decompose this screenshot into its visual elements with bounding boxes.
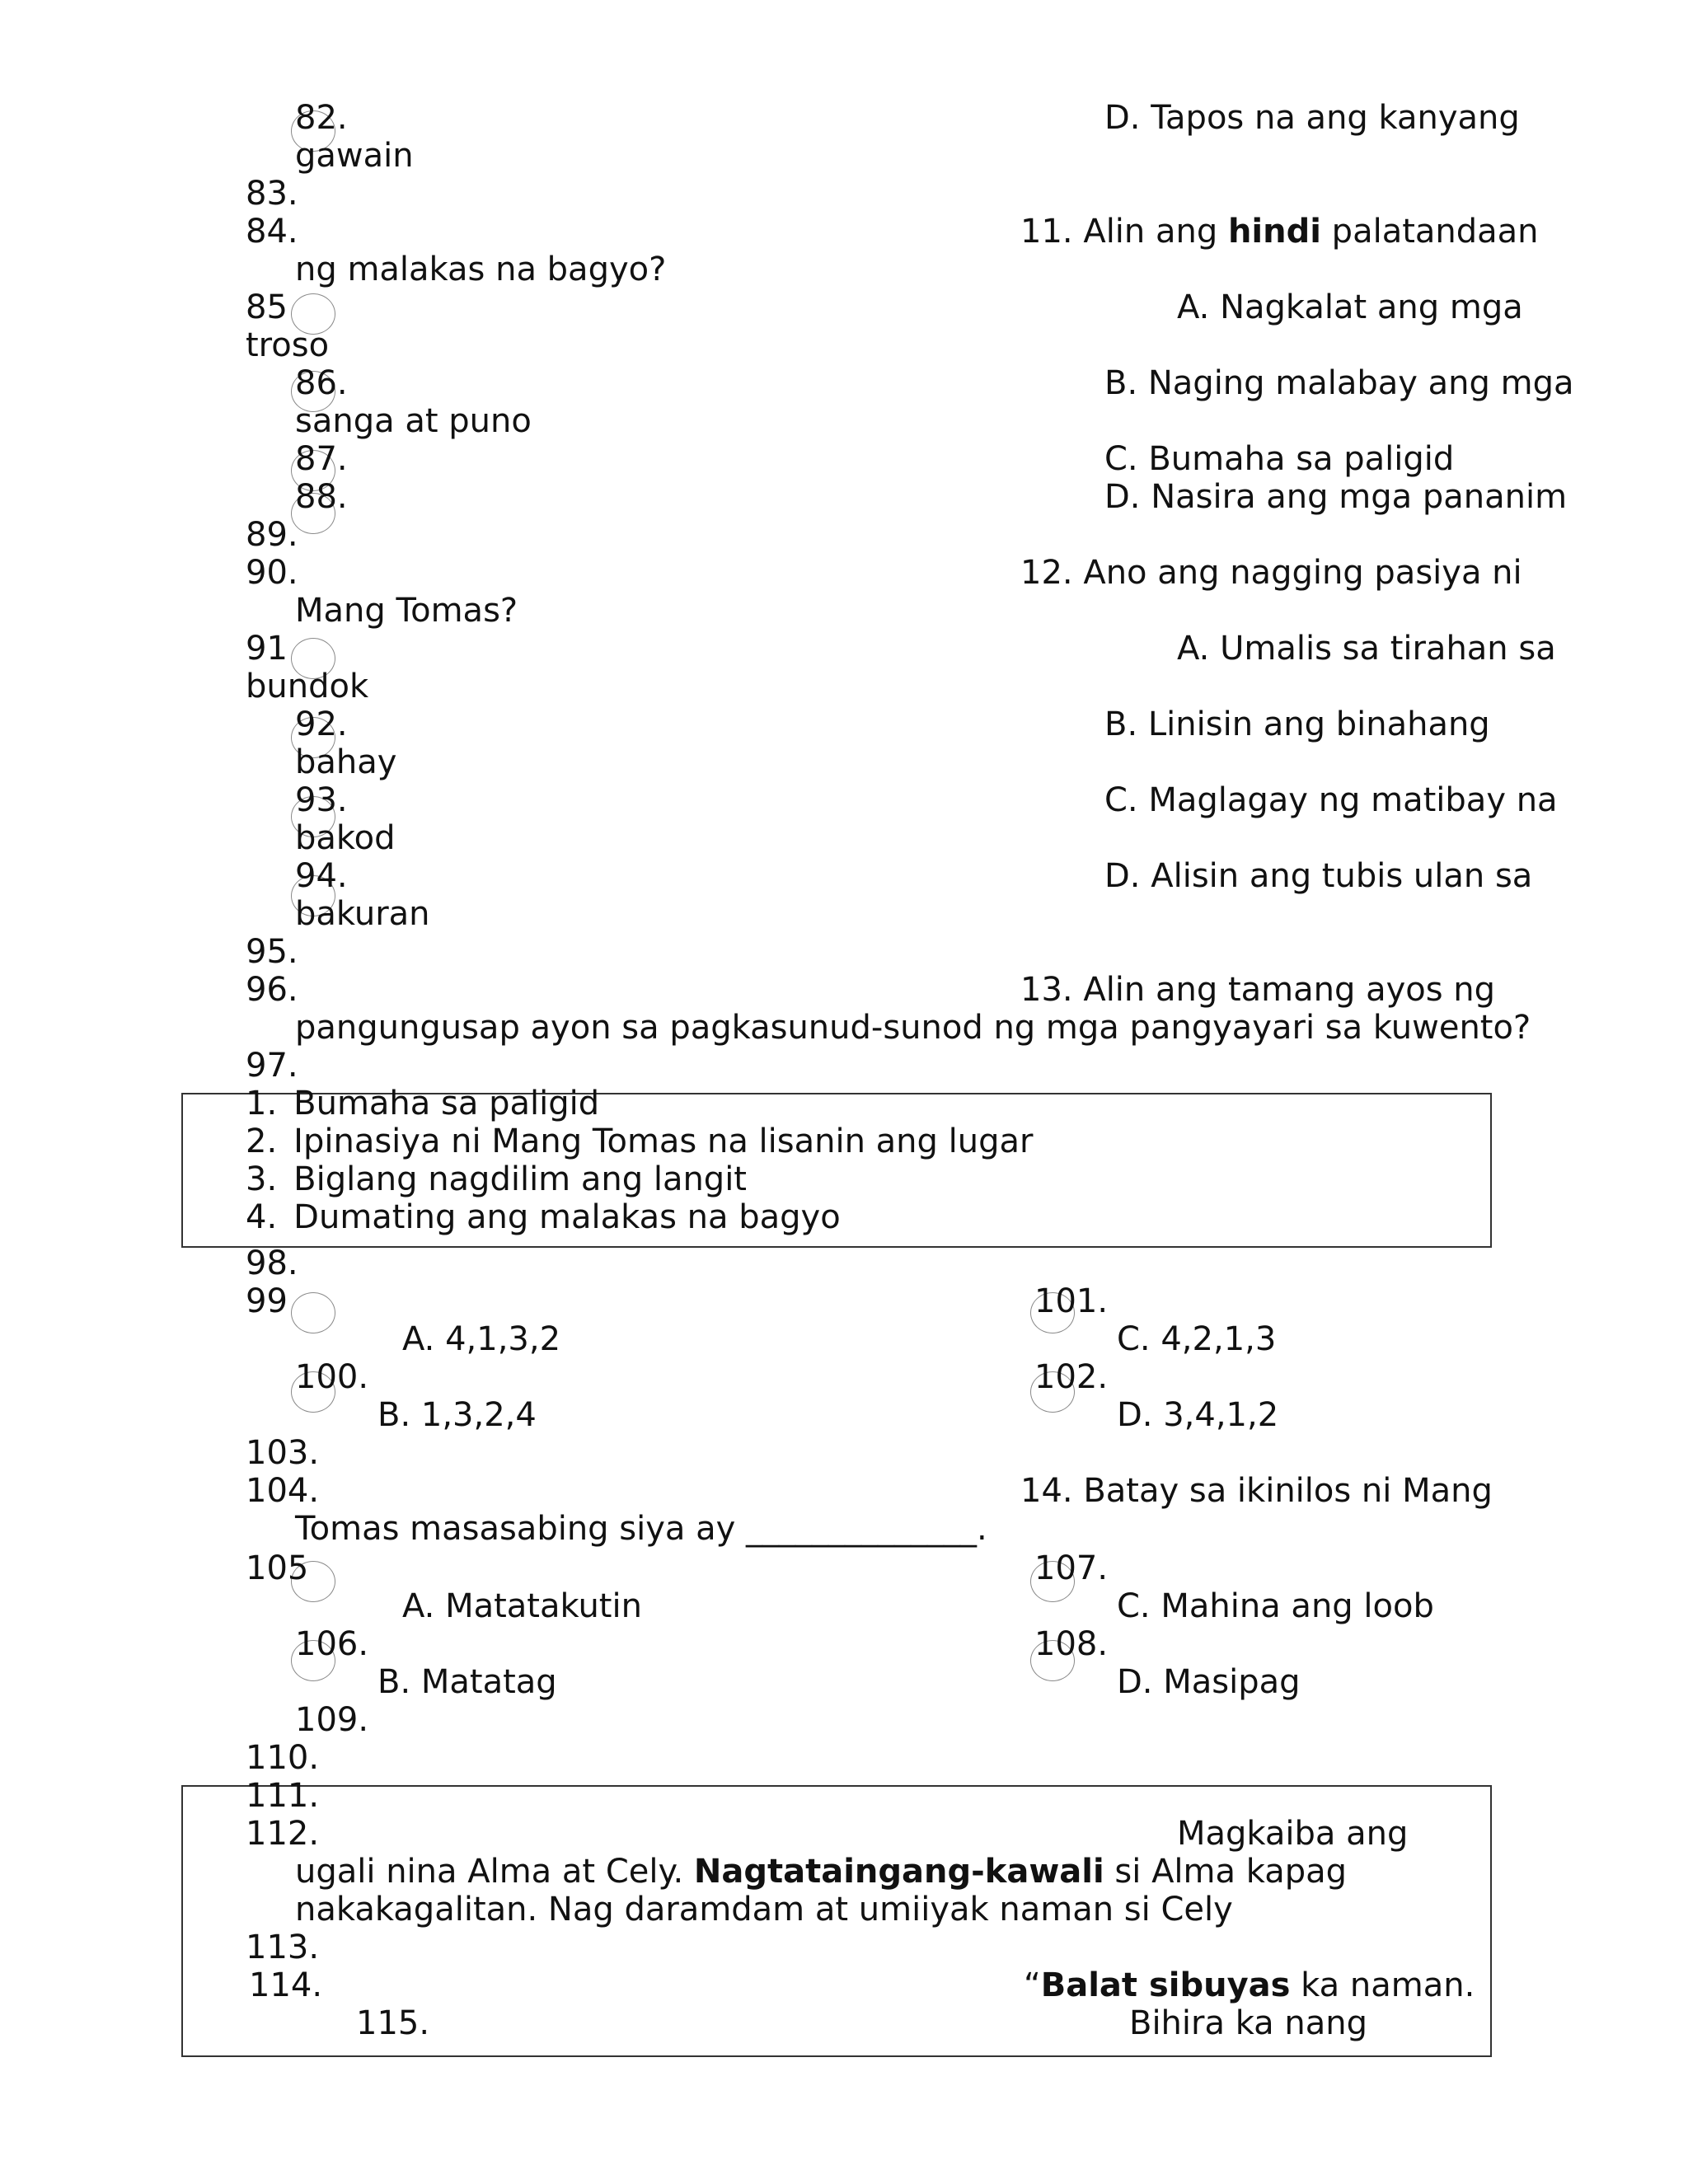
line-number: 106.: [295, 1625, 369, 1663]
line-number: 115.: [356, 2004, 430, 2042]
line-number: 90.: [246, 554, 298, 592]
sequence-item: 2. Ipinasiya ni Mang Tomas na lisanin ang lugar: [246, 1122, 1034, 1160]
question-11: 11. Alin ang hindi palatandaan: [1020, 213, 1539, 251]
line-number: 107.: [1034, 1549, 1109, 1587]
line-number: 91: [246, 630, 288, 668]
line-number: 83.: [246, 175, 298, 213]
question-continuation: ng malakas na bagyo?: [295, 251, 667, 288]
option-c-text: C. Maglagay ng matibay na: [1104, 781, 1558, 819]
line-number: 89.: [246, 516, 298, 554]
passage-text: Bihira ka nang: [1129, 2004, 1367, 2042]
option-continuation: bundok: [246, 668, 369, 705]
line-number: 103.: [246, 1434, 320, 1472]
line-number: 105: [246, 1549, 309, 1587]
line-number: 96.: [246, 971, 298, 1009]
option-b-text: B. Linisin ang binahang: [1104, 705, 1490, 743]
option-continuation: bahay: [295, 743, 397, 781]
line-number: 101.: [1034, 1282, 1109, 1320]
passage-text: nakakagalitan. Nag daramdam at umiiyak naman si Cely: [295, 1891, 1233, 1929]
question-13: 13. Alin ang tamang ayos ng: [1020, 971, 1496, 1009]
option-b-text: B. Matatag: [377, 1663, 557, 1701]
sequence-item: 1. Bumaha sa paligid: [246, 1085, 600, 1122]
sequence-item: 3. Biglang nagdilim ang langit: [246, 1160, 747, 1198]
passage-text: ugali nina Alma at Cely. Nagtataingang-kawali si Alma kapag: [295, 1853, 1348, 1891]
question-continuation: Mang Tomas?: [295, 592, 518, 630]
option-continuation: bakuran: [295, 895, 430, 933]
option-a-text: A. Umalis sa tirahan sa: [1177, 630, 1556, 668]
option-continuation: troso: [246, 326, 330, 364]
option-d-text: D. Nasira ang mga pananim: [1104, 478, 1568, 516]
line-number: 97.: [246, 1047, 298, 1085]
option-b-text: B. Naging malabay ang mga: [1104, 364, 1574, 402]
line-number: 109.: [295, 1701, 369, 1739]
option-a-text: A. 4,1,3,2: [402, 1320, 561, 1358]
line-number: 102.: [1034, 1358, 1109, 1396]
line-number: 111.: [246, 1777, 320, 1815]
line-number: 93.: [295, 781, 348, 819]
option-continuation: bakod: [295, 819, 396, 857]
line-number: 112.: [246, 1815, 320, 1853]
option-a-text: A. Matatakutin: [402, 1587, 642, 1625]
line-number: 100.: [295, 1358, 369, 1396]
option-d-text: D. 3,4,1,2: [1117, 1396, 1279, 1434]
question-12: 12. Ano ang nagging pasiya ni: [1020, 554, 1522, 592]
line-number: 98.: [246, 1244, 298, 1282]
line-number: 113.: [246, 1929, 320, 1966]
option-d-text: D. Alisin ang tubis ulan sa: [1104, 857, 1533, 895]
option-c-text: C. 4,2,1,3: [1117, 1320, 1277, 1358]
passage-text: Magkaiba ang: [1177, 1815, 1409, 1853]
line-number: 85: [246, 288, 288, 326]
line-number: 108.: [1034, 1625, 1109, 1663]
line-number: 92.: [295, 705, 348, 743]
question-continuation: pangungusap ayon sa pagkasunud-sunod ng mga pangyayari sa kuwento?: [295, 1009, 1531, 1047]
line-number: 82.: [295, 99, 348, 137]
question-continuation: Tomas masasabing siya ay ______________.: [295, 1510, 987, 1548]
sequence-item: 4. Dumating ang malakas na bagyo: [246, 1198, 841, 1236]
answer-bubble[interactable]: [291, 1292, 335, 1333]
passage-text: “Balat sibuyas ka naman.: [1024, 1966, 1475, 2004]
option-a-text: A. Nagkalat ang mga: [1177, 288, 1523, 326]
line-number: 114.: [249, 1966, 323, 2004]
line-number: 110.: [246, 1739, 320, 1777]
line-number: 84.: [246, 213, 298, 251]
line-number: 94.: [295, 857, 348, 895]
line-number: 95.: [246, 933, 298, 971]
line-number: 99: [246, 1282, 288, 1320]
line-number: 88.: [295, 478, 348, 516]
option-c-text: C. Mahina ang loob: [1117, 1587, 1434, 1625]
line-number: 87.: [295, 440, 348, 478]
option-c-text: C. Bumaha sa paligid: [1104, 440, 1455, 478]
line-number: 104.: [246, 1472, 320, 1510]
line-number: 86.: [295, 364, 348, 402]
option-d-text: D. Tapos na ang kanyang: [1104, 99, 1520, 137]
option-d-text: D. Masipag: [1117, 1663, 1301, 1701]
option-continuation: gawain: [295, 137, 414, 175]
option-b-text: B. 1,3,2,4: [377, 1396, 537, 1434]
question-14: 14. Batay sa ikinilos ni Mang: [1020, 1472, 1493, 1510]
option-continuation: sanga at puno: [295, 402, 532, 440]
